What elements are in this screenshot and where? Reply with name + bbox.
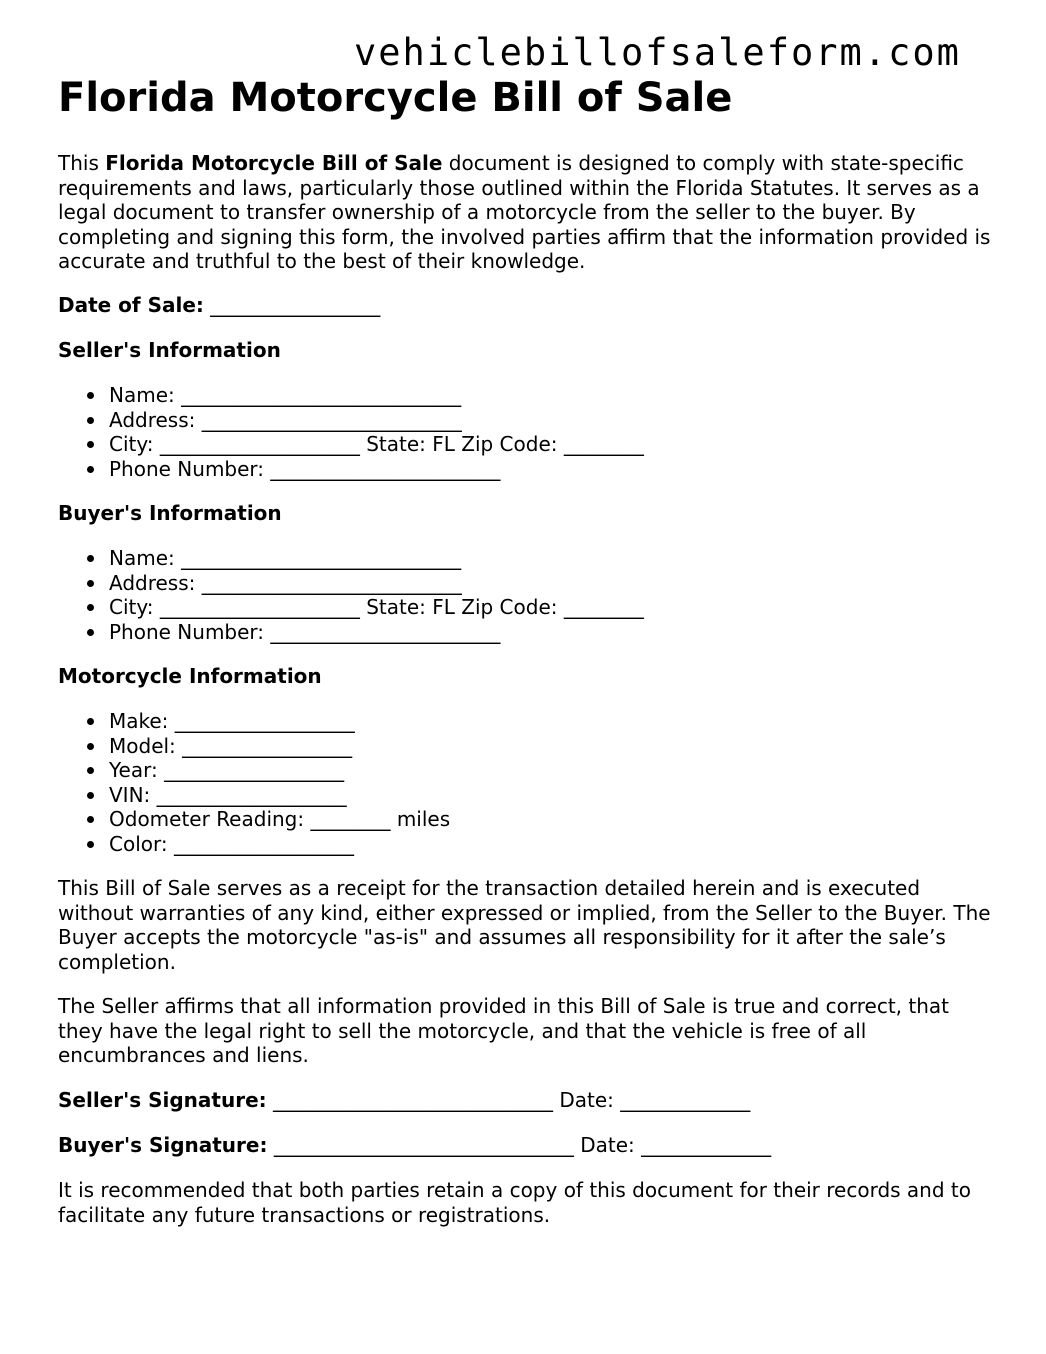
motorcycle-model-field: Model: _________________ (109, 734, 450, 759)
date-of-sale-blank: _________________ (210, 293, 381, 317)
seller-address-field: Address: __________________________ (109, 408, 644, 433)
seller-phone-field: Phone Number: _______________________ (109, 457, 644, 482)
receipt-paragraph: This Bill of Sale serves as a receipt for the transaction detailed herein and is executed without warranties of any kind, either expressed or implied, from the Seller to the Buyer. The Buyer accepts the motorcycle "as-is" and assumes all responsibility for it after the sale’s completion. (58, 876, 991, 974)
buyer-section-heading: Buyer's Information (58, 501, 282, 525)
buyer-phone-field: Phone Number: _______________________ (109, 620, 644, 645)
intro-prefix: This (58, 151, 106, 175)
motorcycle-vin-field: VIN: ___________________ (109, 783, 450, 808)
buyer-address-field: Address: __________________________ (109, 571, 644, 596)
buyer-signature-line (58, 1133, 998, 1158)
seller-name-field: Name: ____________________________ (109, 383, 644, 408)
watermark-text: vehiclebillofsaleform.com (354, 31, 961, 74)
motorcycle-year-field: Year: __________________ (109, 758, 450, 783)
motorcycle-make-field: Make: __________________ (109, 709, 450, 734)
motorcycle-fields-list (58, 709, 450, 856)
seller-fields-list (58, 383, 644, 481)
buyer-city-state-zip-field: City: ____________________ State: FL Zip Code: ________ (109, 595, 644, 619)
seller-section-heading: Seller's Information (58, 338, 281, 362)
motorcycle-color-field: Color: __________________ (109, 832, 450, 857)
seller-signature-label: Seller's Signature: (58, 1088, 267, 1112)
intro-paragraph (58, 151, 998, 274)
document-title: Florida Motorcycle Bill of Sale (58, 75, 733, 121)
intro-bold-title: Florida Motorcycle Bill of Sale (105, 151, 443, 175)
motorcycle-section-heading: Motorcycle Information (58, 664, 322, 688)
seller-signature-line (58, 1088, 998, 1113)
seller-signature-blanks: ____________________________ Date: _____________ (266, 1088, 751, 1112)
closing-paragraph: It is recommended that both parties retain a copy of this document for their records and to facilitate any future transactions or registrations. (58, 1178, 971, 1227)
buyer-signature-blanks: ______________________________ Date: _____________ (267, 1133, 772, 1157)
buyer-signature-label: Buyer's Signature: (58, 1133, 268, 1157)
date-of-sale-label: Date of Sale: (58, 293, 204, 317)
buyer-fields-list (58, 546, 644, 644)
motorcycle-odometer-field: Odometer Reading: ________ miles (109, 807, 451, 831)
buyer-name-field: Name: ____________________________ (109, 546, 644, 571)
date-of-sale-field (58, 293, 998, 318)
affirmation-paragraph: The Seller affirms that all information provided in this Bill of Sale is true and correct, that they have the legal right to sell the motorcycle, and that the vehicle is free of all encumbrances and liens. (58, 994, 949, 1067)
intro-rest: document is designed to comply with state-specific requirements and laws, particularly those outlined within the Florida Statutes. It serves as a legal document to transfer ownership of a motorcycle from the seller to the buyer. By completing and signing this form, the involved parties affirm that the information provided is accurate and truthful to the best of their knowledge. (58, 151, 991, 273)
seller-city-state-zip-field: City: ____________________ State: FL Zip Code: ________ (109, 432, 644, 456)
